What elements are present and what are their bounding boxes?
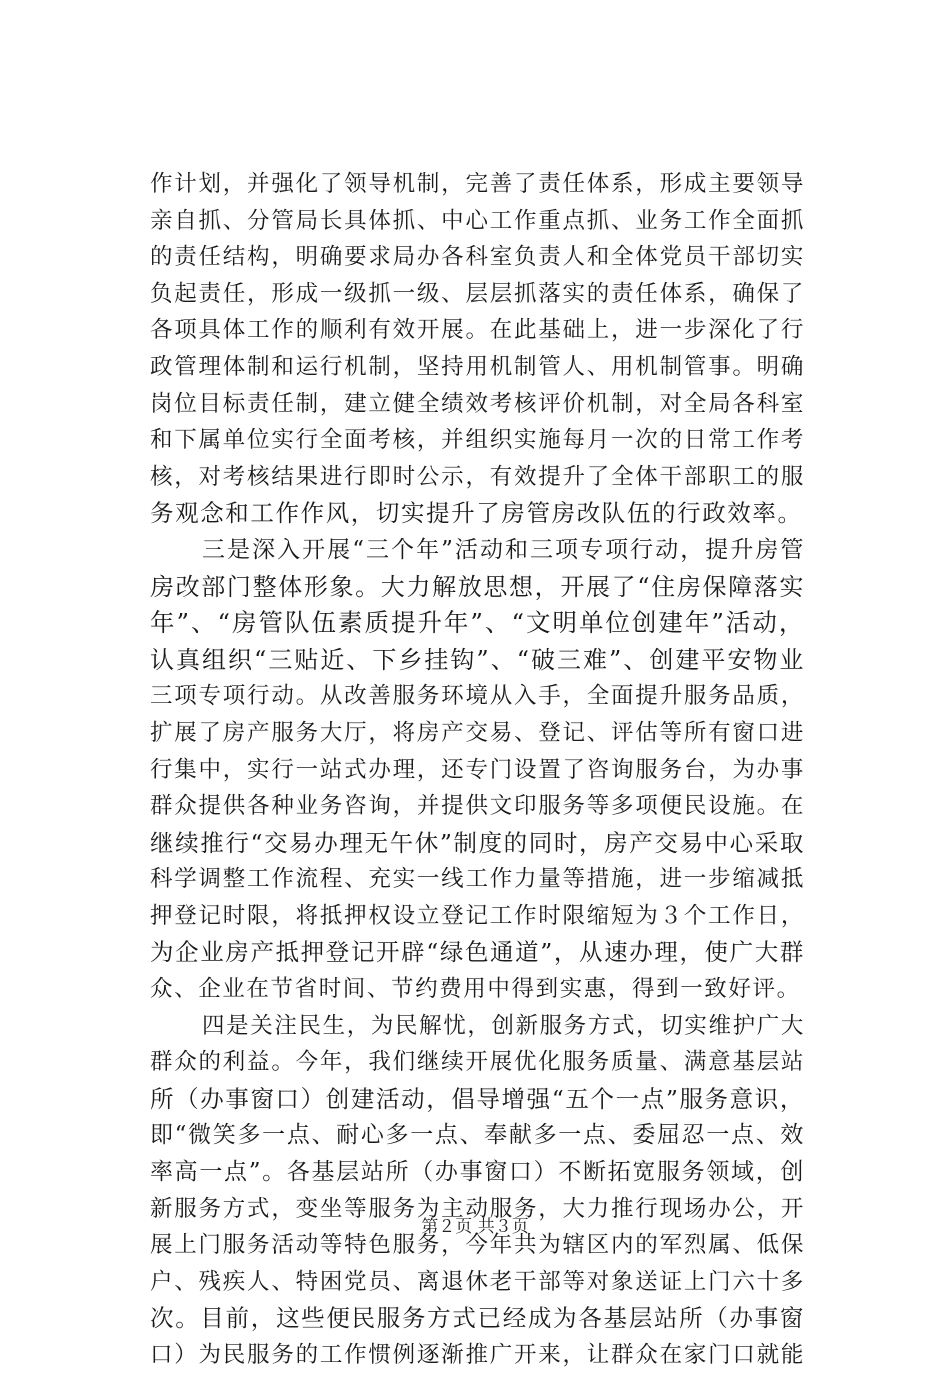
text-line: 房改部门整体形象。大力解放思想，开展了“住房保障落实 — [150, 572, 805, 601]
text-line: 新服务方式，变坐等服务为主动服务，大力推行现场办公，开 — [150, 1195, 805, 1222]
document-body — [150, 166, 805, 1374]
text-line: 率高一点”。各基层站所（办事窗口）不断拓宽服务领域，创 — [150, 1159, 805, 1186]
text-line: 群众的利益。今年，我们继续开展优化服务质量、满意基层站 — [150, 1049, 805, 1076]
text-line: 三项专项行动。从改善服务环境从入手，全面提升服务品质， — [150, 683, 805, 710]
text-line: 口）为民服务的工作惯例逐渐推广开来，让群众在家门口就能 — [150, 1342, 805, 1368]
text-line: 众、企业在节省时间、节约费用中得到实惠，得到一致好评。 — [150, 976, 801, 1003]
text-line: 即“微笑多一点、耐心多一点、奉献多一点、委屈忍一点、效 — [150, 1122, 805, 1149]
text-line: 的责任结构，明确要求局办各科室负责人和全体党员干部切实 — [150, 244, 805, 271]
text-line: 核，对考核结果进行即时公示，有效提升了全体干部职工的服 — [150, 463, 805, 490]
text-line: 为企业房产抵押登记开辟“绿色通道”，从速办理，使广大群 — [150, 938, 805, 967]
text-line: 户、残疾人、特困党员、离退休老干部等对象送证上门六十多 — [150, 1268, 805, 1295]
page-number-footer: 第２页 共３页 — [421, 1217, 529, 1237]
text-line: 展上门服务活动等特色服务，今年共为辖区内的军烈属、低保 — [150, 1232, 805, 1259]
text-line: 扩展了房产服务大厅，将房产交易、登记、评估等所有窗口进 — [150, 719, 805, 746]
text-line: 继续推行“交易办理无午休”制度的同时，房产交易中心采取 — [150, 828, 805, 857]
text-line: 认真组织“三贴近、下乡挂钩”、“破三难”、创建平安物业 — [150, 645, 805, 674]
text-line: 亲自抓、分管局长具体抓、中心工作重点抓、业务工作全面抓 — [150, 207, 805, 234]
text-line: 负起责任，形成一级抓一级、层层抓落实的责任体系，确保了 — [150, 280, 805, 307]
text-line: 各项具体工作的顺利有效开展。在此基础上，进一步深化了行 — [150, 317, 805, 344]
text-line: 政管理体制和运行机制，坚持用机制管人、用机制管事。明确 — [150, 353, 805, 380]
text-line: 押登记时限，将抵押权设立登记工作时限缩短为３个工作日， — [150, 902, 805, 929]
text-line: 年”、“房管队伍素质提升年”、“文明单位创建年”活动， — [150, 608, 805, 638]
text-line: 科学调整工作流程、充实一线工作力量等措施，进一步缩减抵 — [150, 866, 805, 893]
text-line: 三是深入开展“三个年”活动和三项专项行动，提升房管 — [202, 536, 805, 563]
text-line: 四是关注民生，为民解忧，创新服务方式，切实维护广大 — [202, 1012, 805, 1039]
text-line: 和下属单位实行全面考核，并组织实施每月一次的日常工作考 — [150, 427, 805, 454]
text-line: 群众提供各种业务咨询，并提供文印服务等多项便民设施。在 — [150, 793, 805, 820]
text-line: 务观念和工作作风，切实提升了房管房改队伍的行政效率。 — [150, 499, 803, 528]
text-line: 岗位目标责任制，建立健全绩效考核评价机制，对全局各科室 — [150, 390, 805, 417]
text-line: 所（办事窗口）创建活动，倡导增强“五个一点”服务意识， — [150, 1084, 805, 1113]
text-line: 作计划，并强化了领导机制，完善了责任体系，形成主要领导 — [150, 171, 805, 197]
text-line: 次。目前，这些便民服务方式已经成为各基层站所（办事窗 — [150, 1304, 805, 1333]
text-line: 行集中，实行一站式办理，还专门设置了咨询服务台，为办事 — [150, 756, 805, 783]
